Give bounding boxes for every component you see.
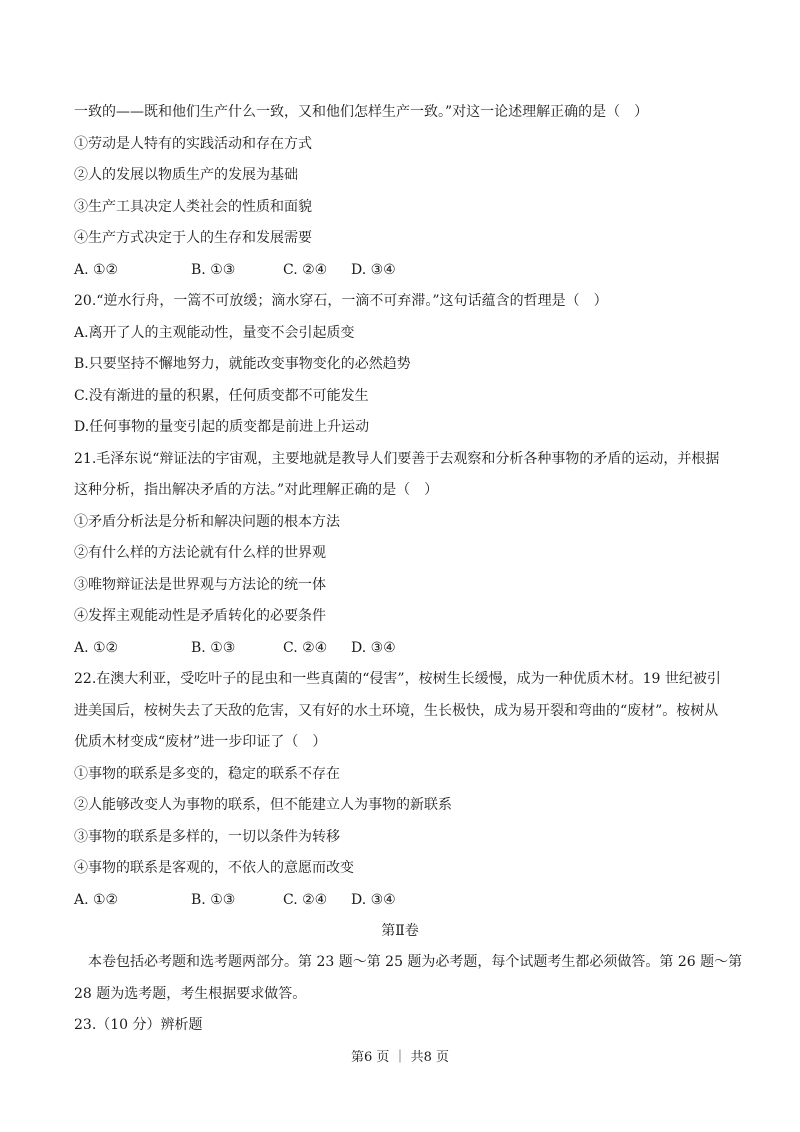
q21-statement-2: ②有什么样的方法论就有什么样的世界观 bbox=[74, 545, 326, 561]
q21-stem-line-2: 这种分析，指出解决矛盾的方法。”对此理解正确的是（ ） bbox=[74, 482, 439, 498]
q22-option-d: D. ③④ bbox=[351, 892, 396, 908]
q23-stem: 23.（10 分）辨析题 bbox=[74, 1017, 203, 1033]
q19-statement-3: ③生产工具决定人类社会的性质和面貌 bbox=[74, 199, 312, 215]
q22-stem-line-1: 22.在澳大利亚，受吃叶子的昆虫和一些真菌的“侵害”，桉树生长缓慢，成为一种优质木材。19 世纪被引 bbox=[74, 671, 721, 687]
q22-statement-2: ②人能够改变人为事物的联系，但不能建立人为事物的新联系 bbox=[74, 797, 452, 813]
q21-options bbox=[74, 639, 396, 657]
q21-stem-line-1: 21.毛泽东说“辩证法的宇宙观，主要地就是教导人们要善于去观察和分析各种事物的矛盾的运动，并根据 bbox=[74, 451, 720, 467]
q19-option-d: D. ③④ bbox=[351, 262, 396, 278]
q22-option-c: C. ②④ bbox=[283, 892, 328, 908]
q22-options bbox=[74, 891, 396, 909]
q21-option-c: C. ②④ bbox=[283, 640, 328, 656]
q21-option-b: B. ①③ bbox=[191, 640, 236, 656]
q19-statement-4: ④生产方式决定于人的生存和发展需要 bbox=[74, 230, 312, 246]
q20-choice-d: D.任何事物的量变引起的质变都是前进上升运动 bbox=[74, 419, 370, 435]
q19-option-c: C. ②④ bbox=[283, 262, 328, 278]
q20-stem: 20.“逆水行舟，一篙不可放缓；滴水穿石，一滴不可弃滞。”这句话蕴含的哲理是（ ） bbox=[74, 293, 608, 309]
section-2-title: 第Ⅱ卷 bbox=[381, 923, 419, 939]
section-2-intro-line-1: 本卷包括必考题和选考题两部分。第 23 题～第 25 题为必考题，每个试题考生都必须做答。第 26 题～第 bbox=[88, 954, 743, 970]
q21-statement-1: ①矛盾分析法是分析和解决问题的根本方法 bbox=[74, 514, 340, 530]
q19-statement-1: ①劳动是人特有的实践活动和存在方式 bbox=[74, 136, 312, 152]
q22-option-b: B. ①③ bbox=[191, 892, 236, 908]
q22-stem-line-3: 优质木材变成“废材”进一步印证了（ ） bbox=[74, 734, 327, 750]
q22-statement-4: ④事物的联系是客观的，不依人的意愿而改变 bbox=[74, 860, 354, 876]
q19-options bbox=[74, 261, 396, 279]
q19-stem-tail: 一致的——既和他们生产什么一致，又和他们怎样生产一致。”对这一论述理解正确的是（ ） bbox=[74, 104, 649, 120]
page-footer: 第6 页 ｜ 共8 页 bbox=[350, 1050, 450, 1065]
q21-statement-3: ③唯物辩证法是世界观与方法论的统一体 bbox=[74, 577, 326, 593]
q21-statement-4: ④发挥主观能动性是矛盾转化的必要条件 bbox=[74, 608, 326, 624]
q19-option-b: B. ①③ bbox=[191, 262, 236, 278]
q22-statement-3: ③事物的联系是多样的，一切以条件为转移 bbox=[74, 829, 340, 845]
q22-stem-line-2: 进美国后，桉树失去了天敌的危害，又有好的水土环境，生长极快，成为易开裂和弯曲的“废材”。桉树从 bbox=[74, 703, 719, 719]
q20-choice-b: B.只要坚持不懈地努力，就能改变事物变化的必然趋势 bbox=[74, 356, 411, 372]
q19-statement-2: ②人的发展以物质生产的发展为基础 bbox=[74, 167, 298, 183]
q20-choice-a: A.离开了人的主观能动性，量变不会引起质变 bbox=[74, 325, 355, 341]
q20-choice-c: C.没有渐进的量的积累，任何质变都不可能发生 bbox=[74, 388, 369, 404]
q21-option-d: D. ③④ bbox=[351, 640, 396, 656]
q22-statement-1: ①事物的联系是多变的，稳定的联系不存在 bbox=[74, 766, 340, 782]
q21-option-a: A. ①② bbox=[74, 640, 119, 656]
section-2-intro-line-2: 28 题为选考题，考生根据要求做答。 bbox=[74, 986, 307, 1002]
q19-option-a: A. ①② bbox=[74, 262, 119, 278]
q22-option-a: A. ①② bbox=[74, 892, 119, 908]
